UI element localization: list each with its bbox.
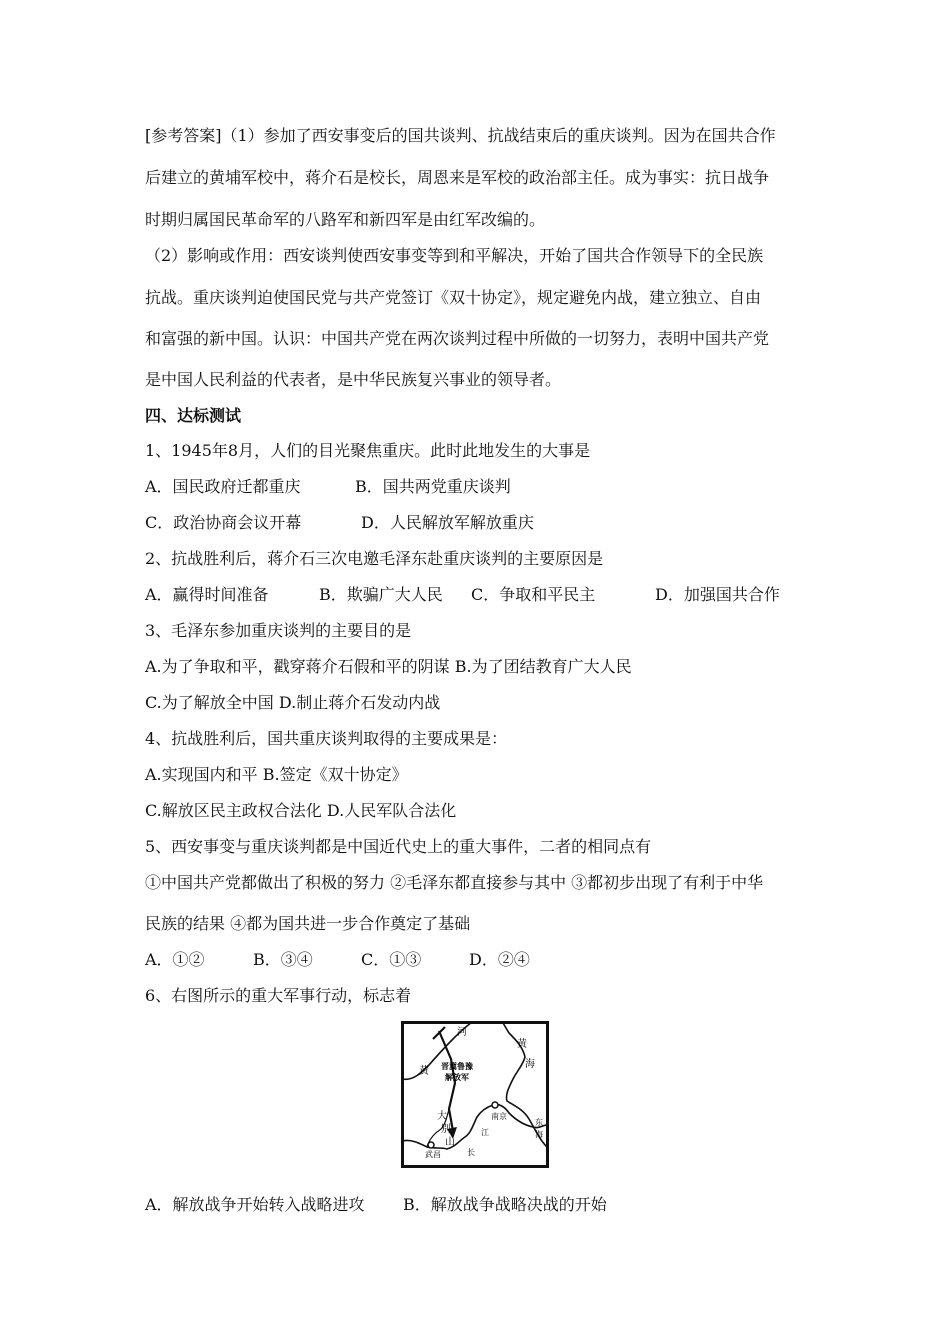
map-label-army-1: 晋冀鲁豫	[441, 1062, 473, 1071]
q5-stem: 5、西安事变与重庆谈判都是中国近代史上的重大事件，二者的相同点有	[145, 837, 652, 856]
q1-option-b: B．国共两党重庆谈判	[355, 477, 511, 496]
map-label-wuchang: 武昌	[425, 1150, 441, 1159]
q2-option-d: D．加强国共合作	[655, 585, 780, 604]
answer-line-4: （2）影响或作用：西安谈判使西安事变等到和平解决，开始了国共合作领导下的全民族	[145, 246, 764, 265]
q1-option-d: D．人民解放军解放重庆	[361, 513, 534, 532]
q2-stem: 2、抗战胜利后，蒋介石三次电邀毛泽东赴重庆谈判的主要原因是	[145, 549, 604, 568]
map-label-yellow-river: 黄	[419, 1066, 429, 1077]
q3-stem: 3、毛泽东参加重庆谈判的主要目的是	[145, 621, 412, 640]
q5-statements-line-2: 民族的结果 ④都为国共进一步合作奠定了基础	[145, 914, 471, 933]
map-label-dabie-1: 大	[437, 1111, 447, 1122]
map-label-yellow-sea-2: 海	[525, 1059, 535, 1070]
section-title: 四、达标测试	[145, 406, 242, 425]
q4-options-line-1: A.实现国内和平 B.签定《双十协定》	[145, 765, 408, 784]
q5-option-a: A．①②	[145, 950, 205, 969]
answer-line-2: 后建立的黄埔军校中，蒋介石是校长，周恩来是军校的政治部主任。成为事实：抗日战争	[145, 168, 770, 187]
q5-option-c: C．①③	[361, 950, 422, 969]
q3-options-line-1: A.为了争取和平，戳穿蒋介石假和平的阴谋 B.为了团结教育广大人民	[145, 657, 632, 676]
q4-stem: 4、抗战胜利后，国共重庆谈判取得的主要成果是：	[145, 729, 508, 748]
q1-stem: 1、1945年8月，人们的目光聚焦重庆。此时此地发生的大事是	[145, 441, 591, 460]
answer-line-1: [参考答案]（1）参加了西安事变后的国共谈判、抗战结束后的重庆谈判。因为在国共合作	[145, 126, 776, 145]
q5-option-b: B．③④	[253, 950, 313, 969]
map-label-yellow-sea-1: 黄	[517, 1039, 527, 1050]
map-label-chang: 长	[467, 1148, 475, 1157]
q5-option-d: D．②④	[469, 950, 530, 969]
q2-option-a: A．赢得时间准备	[145, 585, 269, 604]
map-label-dabie-2: 别	[441, 1124, 451, 1135]
answer-line-6: 和富强的新中国。认识：中国共产党在两次谈判过程中所做的一切努力，表明中国共产党	[145, 329, 770, 348]
answer-line-7: 是中国人民利益的代表者，是中华民族复兴事业的领导者。	[145, 370, 562, 389]
q3-options-line-2: C.为了解放全中国 D.制止蒋介石发动内战	[145, 693, 441, 712]
q6-option-b: B．解放战争战略决战的开始	[403, 1195, 607, 1214]
q5-statements-line-1: ①中国共产党都做出了积极的努力 ②毛泽东都直接参与其中 ③都初步出现了有利于中华	[145, 873, 764, 892]
map-label-east-sea-1: 东	[535, 1118, 543, 1127]
wuchang-marker	[428, 1142, 434, 1148]
q2-option-b: B．欺骗广大人民	[319, 585, 443, 604]
answer-line-5: 抗战。重庆谈判迫使国民党与共产党签订《双十协定》，规定避免内战，建立独立、自由	[145, 288, 762, 307]
map-label-east-sea-2: 海	[535, 1130, 543, 1139]
q6-option-a: A．解放战争开始转入战略进攻	[145, 1195, 365, 1214]
answer-line-3: 时期归属国民革命军的八路军和新四军是由红军改编的。	[145, 210, 546, 229]
nanjing-marker	[492, 1102, 498, 1108]
q1-option-c: C．政治协商会议开幕	[145, 513, 302, 532]
military-campaign-map	[401, 1021, 549, 1168]
q4-options-line-2: C.解放区民主政权合法化 D.人民军队合法化	[145, 801, 457, 820]
q1-option-a: A．国民政府迁都重庆	[145, 477, 301, 496]
q6-stem: 6、右图所示的重大军事行动，标志着	[145, 986, 412, 1005]
map-label-nanjing: 南京	[491, 1112, 507, 1121]
map-label-dabie-3: 山	[445, 1137, 455, 1148]
map-label-army-2: 解放军	[445, 1073, 469, 1082]
map-label-he: 河	[457, 1027, 467, 1038]
q2-option-c: C．争取和平民主	[471, 585, 596, 604]
map-label-jiang: 江	[481, 1128, 489, 1137]
